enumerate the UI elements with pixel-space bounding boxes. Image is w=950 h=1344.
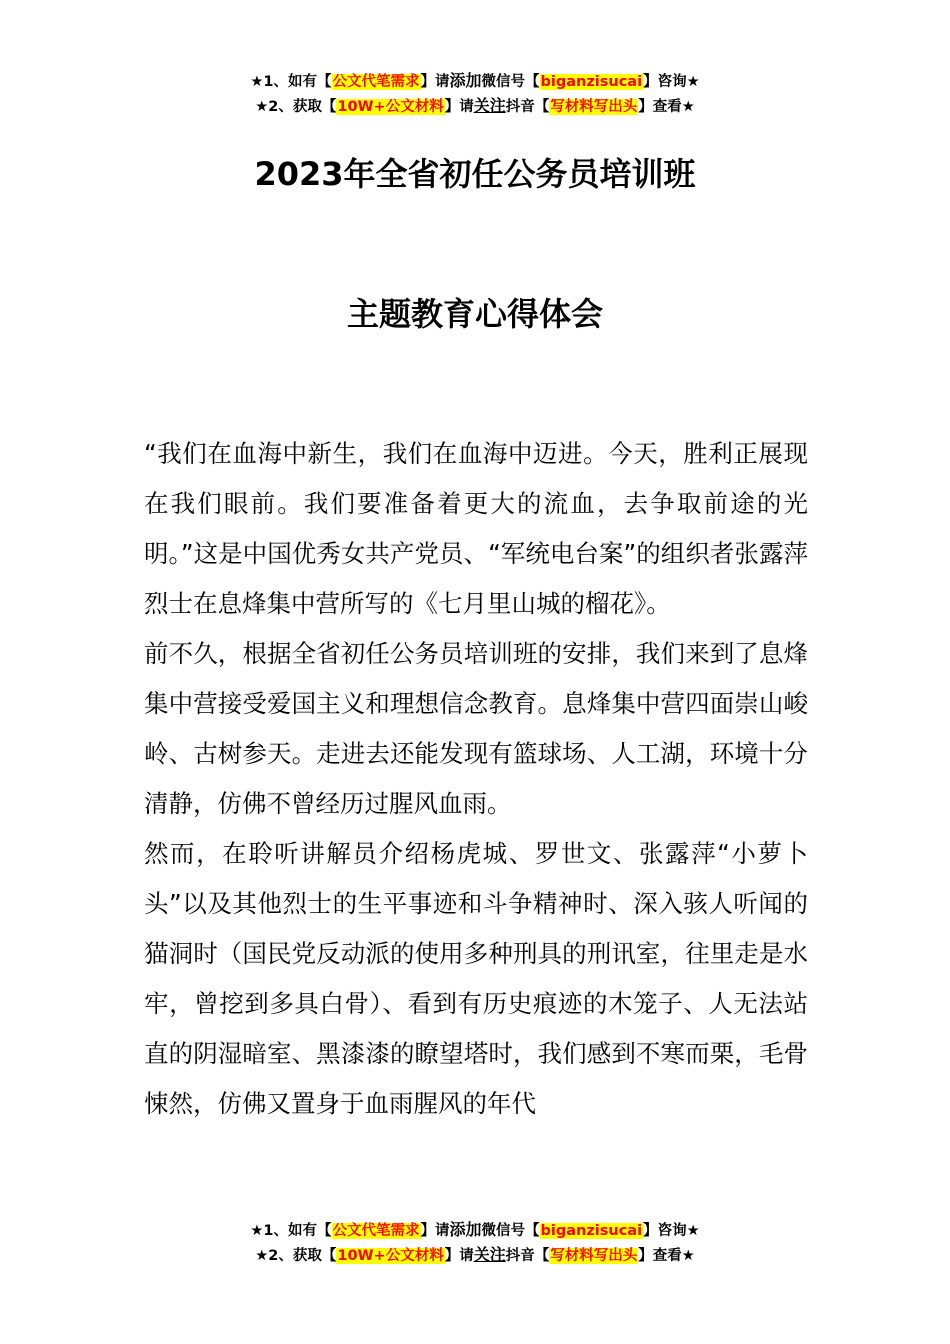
promo-line-2 xyxy=(0,1243,950,1268)
promo-emphasis: 添加 xyxy=(449,71,482,90)
promo-text: ★2、获取【 xyxy=(255,1248,337,1264)
promo-line-2 xyxy=(0,94,950,119)
promo-text: 微信号【 xyxy=(481,1223,540,1239)
promo-highlight: 10W+公文材料 xyxy=(337,99,444,115)
promo-highlight: 写材料写出头 xyxy=(550,1248,638,1264)
document-title: 2023年全省初任公务员培训班 xyxy=(254,155,696,193)
promo-footer xyxy=(0,1218,950,1268)
promo-text: 】查看★ xyxy=(638,1248,695,1264)
promo-text: 】查看★ xyxy=(638,99,695,115)
promo-line-1 xyxy=(0,69,950,94)
promo-highlight: biganzisucai xyxy=(540,1223,643,1239)
promo-highlight: biganzisucai xyxy=(540,74,643,90)
promo-text: 】请 xyxy=(444,99,474,115)
promo-text: ★1、如有【 xyxy=(250,1223,332,1239)
body-paragraph-3: 然而，在聆听讲解员介绍杨虎城、罗世文、张露萍“小萝卜头”以及其他烈士的生平事迹和斗争精神时、深入骇人听闻的猫洞时（国民党反动派的使用多种刑具的刑讯室，往里走是水牢，曾挖到多具白骨）、看到有历史痕迹的木笼子、人无法站直的阴湿暗室、黑漆漆的瞭望塔时，我们感到不寒而栗，毛骨悚然，仿佛又置身于血雨腥风的年代 xyxy=(144,839,808,1118)
promo-emphasis: 添加 xyxy=(449,1220,482,1239)
promo-text: ★1、如有【 xyxy=(250,74,332,90)
promo-highlight: 公文代笔需求 xyxy=(332,1223,420,1239)
promo-text: 微信号【 xyxy=(481,74,540,90)
promo-emphasis: 关注 xyxy=(473,1245,506,1264)
promo-header xyxy=(0,69,950,119)
promo-line-1 xyxy=(0,1218,950,1243)
promo-text: 抖音【 xyxy=(505,99,550,115)
promo-text: 】请 xyxy=(420,74,450,90)
promo-highlight: 公文代笔需求 xyxy=(332,74,420,90)
promo-text: 】请 xyxy=(444,1248,474,1264)
promo-text: 】咨询★ xyxy=(643,74,700,90)
promo-text: 】请 xyxy=(420,1223,450,1239)
promo-highlight: 10W+公文材料 xyxy=(337,1248,444,1264)
promo-highlight: 写材料写出头 xyxy=(550,99,638,115)
promo-text: ★2、获取【 xyxy=(255,99,337,115)
body-paragraph-1: “我们在血海中新生，我们在血海中迈进。今天，胜利正展现在我们眼前。我们要准备着更大的流血，去争取前途的光明。”这是中国优秀女共产党员、“军统电台案”的组织者张露萍烈士在息烽集中营所写的《七月里山城的榴花》。 xyxy=(144,439,808,618)
promo-text: 】咨询★ xyxy=(643,1223,700,1239)
promo-text: 抖音【 xyxy=(505,1248,550,1264)
body-paragraph-2: 前不久，根据全省初任公务员培训班的安排，我们来到了息烽集中营接受爱国主义和理想信念教育。息烽集中营四面崇山峻岭、古树参天。走进去还能发现有篮球场、人工湖，环境十分清静，仿佛不曾经历过腥风血雨。 xyxy=(144,639,808,818)
document-subtitle: 主题教育心得体会 xyxy=(346,295,603,333)
document-body xyxy=(144,429,808,1129)
promo-emphasis: 关注 xyxy=(473,96,506,115)
